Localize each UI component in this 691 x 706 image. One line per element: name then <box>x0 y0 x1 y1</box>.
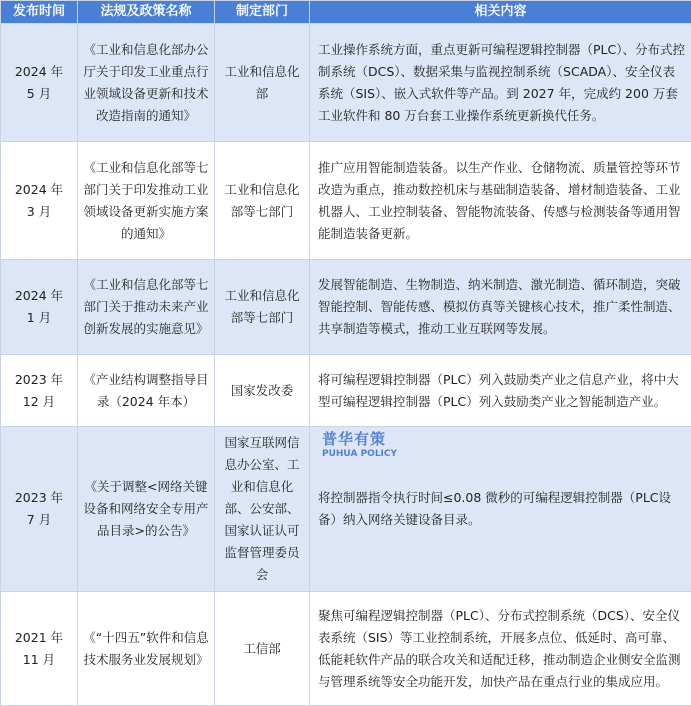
row-date: 2024 年 1 月 <box>1 260 78 355</box>
row-content: 发展智能制造、生物制造、纳米制造、激光制造、循环制造，突破智能控制、智能传感、模拟仿真等关键核心技术，推广柔性制造、共享制造等模式，推动工业互联网等发展。 <box>310 260 691 355</box>
row-dept: 国家发改委 <box>215 355 310 427</box>
table-row <box>1 24 691 142</box>
row-date: 2024 年 3 月 <box>1 142 78 260</box>
row-dept: 工业和信息化部等七部门 <box>215 260 310 355</box>
row-content: 工业操作系统方面，重点更新可编程逻辑控制器（PLC）、分布式控制系统（DCS）、数据采集与监视控制系统（SCADA）、安全仪表系统（SIS）、嵌入式软件等产品。到 2027 年，完成约 200 万套工业软件和 80 万台套工业操作系统更新换代任务。 <box>310 24 691 142</box>
row-content: 推广应用智能制造装备。以生产作业、仓储物流、质量管控等环节改造为重点，推动数控机床与基础制造装备、增材制造装备、工业机器人、工业控制装备、智能物流装备、传感与检测装备等通用智能制造装备更新。 <box>310 142 691 260</box>
row-dept: 工信部 <box>215 592 310 706</box>
row-content-with-watermark <box>310 355 691 427</box>
header-row <box>1 1 691 24</box>
header-date: 发布时间 <box>1 1 78 24</box>
row-date: 2023 年 7 月 <box>1 427 78 592</box>
row-date: 2024 年 5 月 <box>1 24 78 142</box>
table-row <box>1 427 691 592</box>
header-dept: 制定部门 <box>215 1 310 24</box>
row-law: 《产业结构调整指导目录（2024 年本） <box>78 355 215 427</box>
table-row <box>1 260 691 355</box>
row-law: 《工业和信息化部等七部门关于印发推动工业领域设备更新实施方案的通知》 <box>78 142 215 260</box>
table-row <box>1 142 691 260</box>
row-law: 《“十四五”软件和信息技术服务业发展规划》 <box>78 592 215 706</box>
row-date: 2021 年 11 月 <box>1 592 78 706</box>
row-content: 聚焦可编程逻辑控制器（PLC）、分布式控制系统（DCS）、安全仪表系统（SIS）等工业控制系统，开展多点位、低延时、高可靠、低能耗软件产品的联合攻关和适配迁移，推动制造企业侧安全监测与管理系统等安全功能开发，加快产品在重点行业的集成应用。 <box>310 592 691 706</box>
row-dept: 工业和信息化部 <box>215 24 310 142</box>
header-law: 法规及政策名称 <box>78 1 215 24</box>
row-content: 将控制器指令执行时间≤0.08 微秒的可编程逻辑控制器（PLC设备）纳入网络关键设备目录。 <box>310 427 691 592</box>
row-dept: 工业和信息化部等七部门 <box>215 142 310 260</box>
table-row <box>1 592 691 706</box>
row-law: 《工业和信息化部办公厅关于印发工业重点行业领域设备更新和技术改造指南的通知》 <box>78 24 215 142</box>
row-law: 《工业和信息化部等七部门关于推动未来产业创新发展的实施意见》 <box>78 260 215 355</box>
row-dept: 国家互联网信息办公室、工业和信息化部、公安部、国家认证认可监督管理委员会 <box>215 427 310 592</box>
watermark-cn: 普华有策 <box>322 430 397 448</box>
header-content: 相关内容 <box>310 1 691 24</box>
watermark-en: PUHUA POLICY <box>322 448 397 460</box>
table-row <box>1 355 691 427</box>
row-date: 2023 年 12 月 <box>1 355 78 427</box>
row-law: 《关于调整<网络关键设备和网络安全专用产品目录>的公告》 <box>78 427 215 592</box>
row-content: 将可编程逻辑控制器（PLC）列入鼓励类产业之信息产业，将中大型可编程逻辑控制器（PLC）列入鼓励类产业之智能制造产业。 <box>318 372 679 409</box>
